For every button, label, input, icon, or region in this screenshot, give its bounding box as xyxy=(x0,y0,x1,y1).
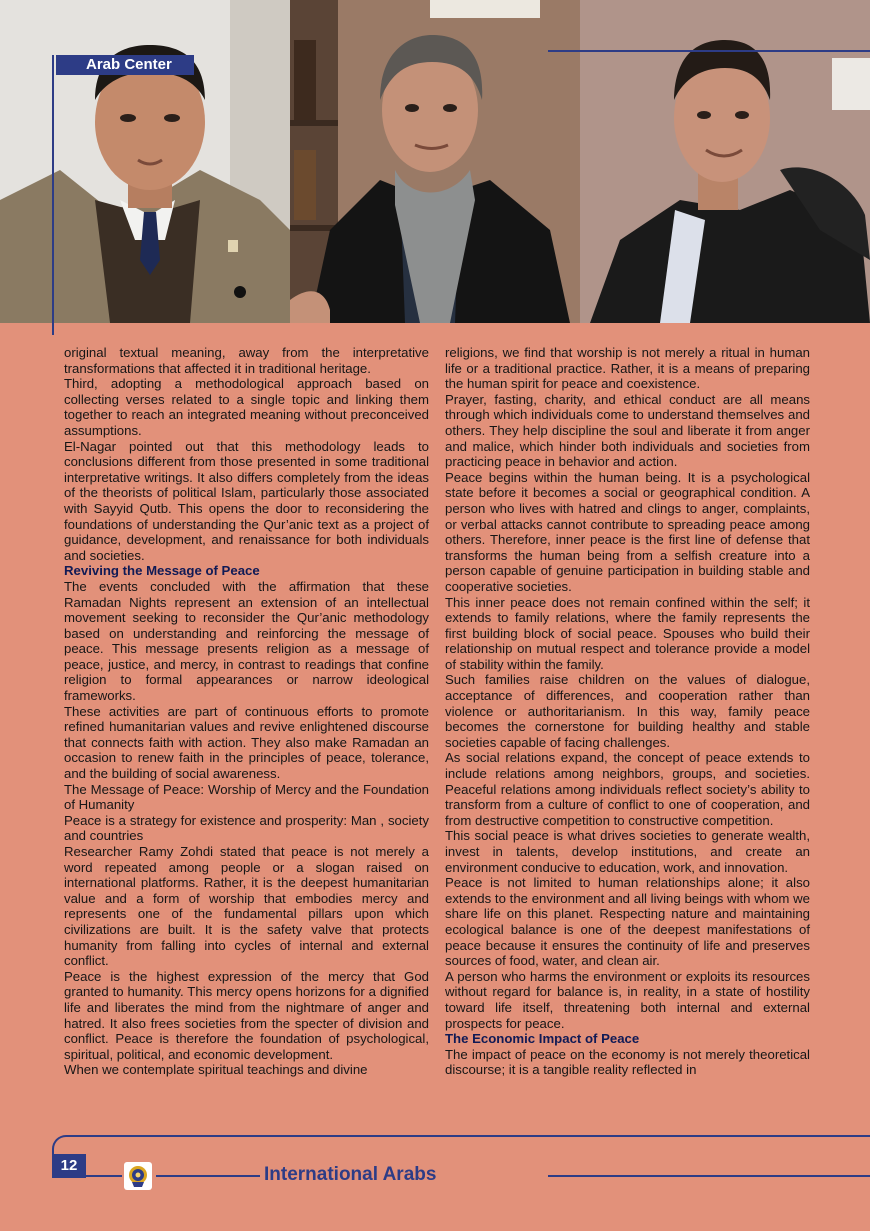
photo-speaker-middle xyxy=(290,0,580,323)
paragraph: This inner peace does not remain confined within the self; it extends to family relations, where the family represents the first building block of social peace. Spouses who build their relationship on mutual respect and tolerance provide a model of stability within the family. xyxy=(445,594,810,672)
paragraph: A person who harms the environment or exploits its resources without regard for balance is, in reality, in a state of hostility toward life itself, threatening both internal and external prospects for peace. xyxy=(445,968,810,1031)
paragraph: Peace is a strategy for existence and prosperity: Man , society and countries xyxy=(64,812,429,844)
paragraph: Peace is not limited to human relationships alone; it also extends to the environment and all living beings with whom we share life on this planet. Respecting nature and maintaining ecological balance is one of the deepest manifestations of peace because it ensures the continuity of life and preserves sources of food, water, and clean air. xyxy=(445,875,810,969)
paragraph: Peace is the highest expression of the mercy that God granted to humanity. This mercy opens horizons for a dignified life and liberates the mind from the nightmare of anger and hatred. It also frees societies from the specter of division and conflict. Peace is therefore the foundation of psychological, spiritual, political, and economic development. xyxy=(64,968,429,1062)
section-tag: Arab Center xyxy=(56,55,194,75)
section-heading: The Economic Impact of Peace xyxy=(445,1031,640,1047)
photo-speaker-left xyxy=(0,0,290,323)
paragraph: Prayer, fasting, charity, and ethical conduct are all means through which individuals come to understand themselves and others. They help discipline the soul and liberate it from anger and malice, which hinder both individuals and societies from practicing peace in behavior and action. xyxy=(445,391,810,470)
paragraph: This social peace is what drives societies to generate wealth, invest in talents, develop institutions, and create an environment conducive to education, work, and innovation. xyxy=(445,828,810,875)
accent-vertical-line xyxy=(52,55,54,335)
paragraph: The Message of Peace: Worship of Mercy and the Foundation of Humanity xyxy=(64,781,429,813)
paragraph: Peace begins within the human being. It is a psychological state before it becomes a social or geographical condition. A person who lives with hatred and clings to anger, complaints, or verbal attacks cannot contribute to spreading peace among others. Therefore, inner peace is the first line of defense that transforms the human being from a selfish creature into a person capable of genuine participation in building stable and cooperative societies. xyxy=(445,469,810,594)
paragraph: El-Nagar pointed out that this methodology leads to conclusions different from those presented in some traditional interpretative writings. It also differs completely from the ideas of the theorists of political Islam, particularly those associated with Sayyid Qutb. This opens the door to reconsidering the foundations of understanding the Qur’anic text as a project of guidance, development, and renaissance for both individuals and societies. xyxy=(64,438,429,563)
article-column-left xyxy=(64,345,429,1078)
emblem-icon xyxy=(124,1162,152,1190)
paragraph: The events concluded with the affirmation that these Ramadan Nights represent an extension of an intellectual movement seeking to reconsider the Qur’anic methodology based on understanding and reinforcing the message of peace. This message presents religion as a message of peace, justice, and mercy, in contrast to readings that confine religion to formal appearances or narrow ideological frameworks. xyxy=(64,578,429,704)
paragraph: These activities are part of continuous efforts to promote refined humanitarian values and revive enlightened discourse that connects faith with action. They also make Ramadan an occasion to renew faith in the principles of peace, tolerance, and the building of social awareness. xyxy=(64,703,429,782)
paragraph: Such families raise children on the values of dialogue, acceptance of differences, and cooperation rather than violence or authoritarianism. In this way, family peace becomes the cornerstone for building healthy and stable societies capable of facing challenges. xyxy=(445,672,810,750)
accent-top-line xyxy=(548,50,870,52)
paragraph: As social relations expand, the concept of peace extends to include relations among neighbors, groups, and societies. Peaceful relations among individuals reflect society’s ability to transform from a culture of conflict to one of cooperation, and from destructive competition to constructive competition. xyxy=(445,750,810,828)
paragraph: The impact of peace on the economy is not merely theoretical discourse; it is a tangible reality reflected in xyxy=(445,1046,810,1078)
paragraph: religions, we find that worship is not merely a ritual in human life or a traditional practice. Rather, it is a means of preparing the human spirit for peace and coexistence. xyxy=(445,345,810,392)
paragraph: Third, adopting a methodological approach based on collecting verses related to a single topic and linking them together to reach an integrated meaning without preconceived assumptions. xyxy=(64,376,429,438)
publication-brand: International Arabs xyxy=(264,1164,437,1185)
photo-speaker-right xyxy=(580,0,870,323)
footer-rule xyxy=(156,1175,260,1177)
section-heading: Reviving the Message of Peace xyxy=(64,563,260,579)
photo-strip xyxy=(0,0,870,323)
footer-rule xyxy=(548,1175,870,1177)
article-column-right xyxy=(445,345,810,1078)
page-number: 12 xyxy=(52,1154,86,1178)
paragraph: When we contemplate spiritual teachings and divine xyxy=(64,1062,368,1078)
paragraph: original textual meaning, away from the interpretative transformations that affected it in traditional heritage. xyxy=(64,345,429,376)
footer-rule xyxy=(86,1175,122,1177)
footer-frame xyxy=(52,1135,870,1175)
paragraph: Researcher Ramy Zohdi stated that peace is not merely a word repeated among people or a slogan raised on international platforms. Rather, it is the deepest humanitarian value and a form of worship that embodies mercy and represents one of the fundamental pillars upon which civilizations are built. It is the safety valve that protects humanity from falling into cycles of internal and external conflict. xyxy=(64,844,429,969)
